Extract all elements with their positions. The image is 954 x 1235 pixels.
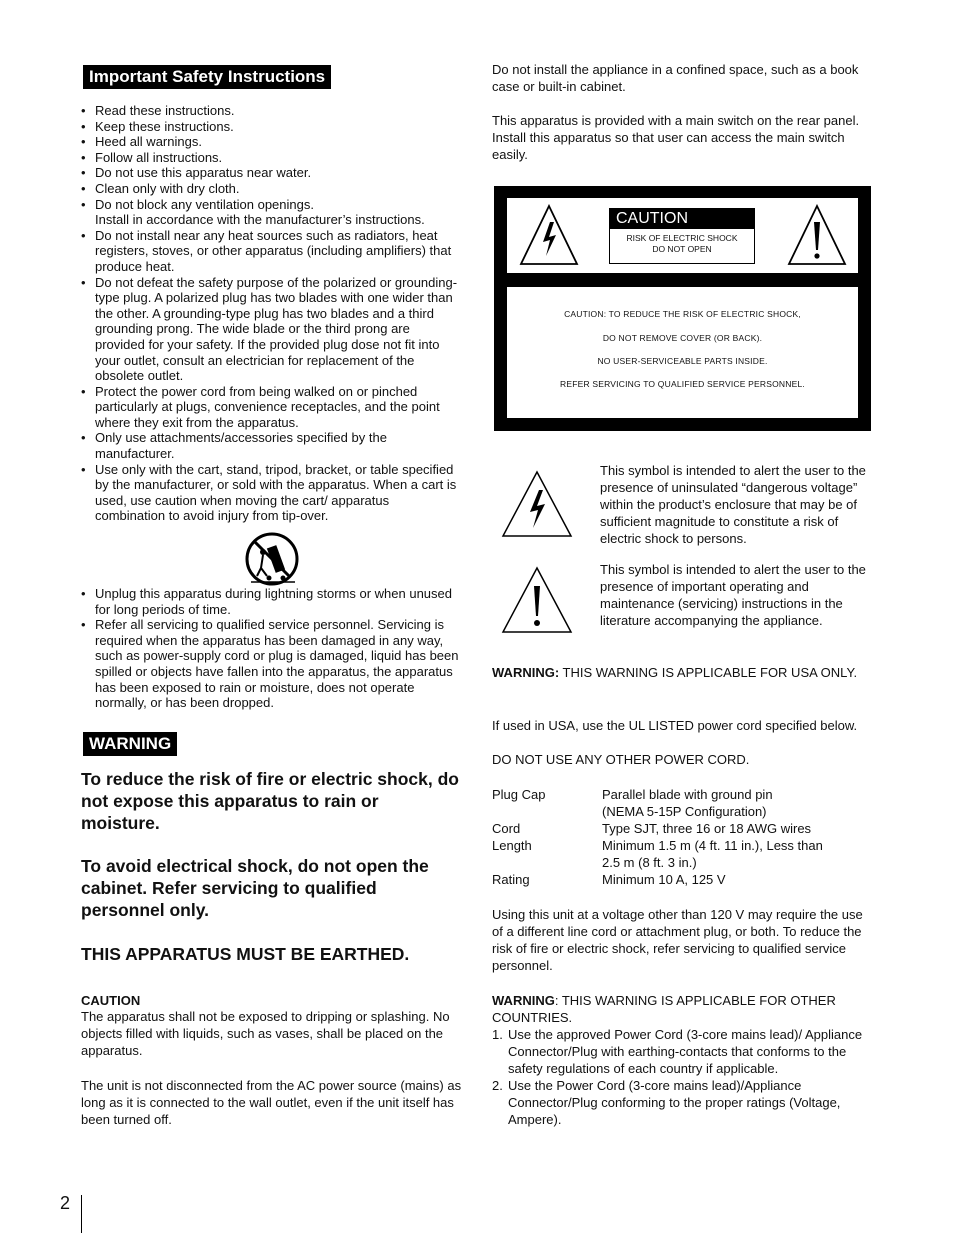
voltage-paragraph: Using this unit at a voltage other than 120 V may require the use of a different line cord or attachment plug, or both. To reduce the risk of fire or electric shock, refer servicing to qualified service personnel.: [492, 907, 863, 973]
list-item: • Do not defeat the safety purpose of the polarized or grounding-type plug. A polarized plug has two blades with one wider than the other. A grounding-type plug has two blades and a third grounding prong. The wide blade or the third prong are provided for your safety. If the provided plug dose not fit into your outlet, consult an electrician for replacement of the obsolete outlet.: [81, 275, 461, 384]
caution-label-bottom: CAUTION: TO REDUCE THE RISK OF ELECTRIC SHOCK, DO NOT REMOVE COVER (OR BACK). NO USER-SERVICEABLE PARTS INSIDE. REFER SERVICING TO QUALIFIED SERVICE PERSONNEL.: [507, 287, 858, 418]
usa-paragraph-2: DO NOT USE ANY OTHER POWER CORD.: [492, 752, 750, 767]
list-item: • Keep these instructions.: [81, 119, 461, 135]
table-row: (NEMA 5-15P Configuration): [602, 804, 767, 819]
list-item: • Refer all servicing to qualified service personnel. Servicing is required when the apparatus has been damaged in any way, such as power-supply cord or plug is damaged, liquid has been spilled or objects have fallen into the apparatus, the apparatus has been exposed to rain or moisture, does not operate normally, or has been dropped.: [81, 617, 461, 711]
table-row: Plug Cap Parallel blade with ground pin: [492, 787, 773, 802]
list-item: • Only use attachments/accessories specified by the manufacturer.: [81, 430, 461, 461]
other-list: [492, 1026, 877, 1128]
page-divider: [81, 1195, 82, 1233]
usa-warning: WARNING: THIS WARNING IS APPLICABLE FOR USA ONLY.: [492, 665, 858, 680]
caution-label: [494, 186, 871, 431]
list-item: • Clean only with dry cloth.: [81, 181, 461, 197]
safety-list: [81, 103, 461, 524]
list-item: 1. Use the approved Power Cord (3-core mains lead)/ Appliance Connector/Plug with earthing-contacts that conforms to the safety regulations of each country if applicable.: [492, 1027, 863, 1076]
table-row: Length Minimum 1.5 m (4 ft. 11 in.), Less than: [492, 838, 823, 853]
safety-list-2: [81, 586, 461, 711]
exclamation-triangle-icon: [787, 204, 847, 266]
exclamation-triangle-icon: [501, 566, 573, 634]
caution-paragraph-1: The apparatus shall not be exposed to dripping or splashing. No objects filled with liquids, such as vases, shall be placed on the apparatus.: [81, 1009, 450, 1058]
warning-line-1: To reduce the risk of fire or electric shock, do not expose this apparatus to rain or moisture.: [81, 769, 459, 833]
other-warning: WARNING: THIS WARNING IS APPLICABLE FOR OTHER COUNTRIES.: [492, 993, 836, 1025]
list-item: • Use only with the cart, stand, tripod, bracket, or table specified by the manufacturer, or sold with the apparatus. When a cart is used, use caution when moving the cart/ apparatus combination to avoid injury from tip-over.: [81, 462, 461, 524]
list-item: • Protect the power cord from being walked on or pinched particularly at plugs, convenience receptacles, and the point where they exit from the apparatus.: [81, 384, 461, 431]
table-row: Cord Type SJT, three 16 or 18 AWG wires: [492, 821, 812, 836]
warning-line-3: THIS APPARATUS MUST BE EARTHED.: [81, 944, 410, 964]
page-number: 2: [60, 1193, 71, 1213]
main-switch-paragraph: This apparatus is provided with a main switch on the rear panel. Install this apparatus so that user can access the main switch easily.: [492, 113, 860, 162]
caution-paragraph-2: The unit is not disconnected from the AC power source (mains) as long as it is connected to the wall outlet, even if the unit itself has been turned off.: [81, 1078, 462, 1127]
install-paragraph: Do not install the appliance in a confined space, such as a book case or built-in cabinet.: [492, 62, 859, 94]
list-item: • Do not install near any heat sources such as radiators, heat registers, stoves, or other apparatus (including amplifiers) that produce heat.: [81, 228, 461, 275]
caution-title: CAUTION: [81, 993, 141, 1008]
caution-label-box: CAUTION RISK OF ELECTRIC SHOCK DO NOT OPEN: [609, 208, 755, 264]
list-item: 2. Use the Power Cord (3-core mains lead)/Appliance Connector/Plug conforming to the proper ratings (Voltage, Ampere).: [492, 1078, 841, 1127]
lightning-triangle-icon: [519, 204, 579, 266]
list-item: • Read these instructions.: [81, 103, 461, 119]
safety-heading: Important Safety Instructions: [83, 65, 331, 89]
warning-heading: WARNING: [83, 732, 177, 756]
table-row: Rating Minimum 10 A, 125 V: [492, 872, 726, 887]
warning-line-2: To avoid electrical shock, do not open the cabinet. Refer servicing to qualified personnel only.: [81, 856, 429, 920]
shock-symbol-text: This symbol is intended to alert the user to the presence of uninsulated “dangerous voltage” within the product’s enclosure that may be of sufficient magnitude to constitute a risk of electric shock to persons.: [600, 463, 866, 546]
list-item: • Unplug this apparatus during lightning storms or when unused for long periods of time.: [81, 586, 461, 617]
lightning-triangle-icon: [501, 470, 573, 538]
table-row: 2.5 m (8 ft. 3 in.): [602, 855, 697, 870]
spec-table: [492, 786, 877, 888]
caution-label-top: [507, 198, 858, 273]
list-item: • Do not use this apparatus near water.: [81, 165, 461, 181]
cart-tipover-icon: [245, 532, 301, 588]
usa-paragraph-1: If used in USA, use the UL LISTED power cord specified below.: [492, 718, 858, 733]
exclamation-symbol-text: This symbol is intended to alert the user to the presence of important operating and maintenance (servicing) instructions in the literature accompanying the appliance.: [600, 562, 866, 628]
list-item: • Heed all warnings.: [81, 134, 461, 150]
list-item: • Follow all instructions.: [81, 150, 461, 166]
list-item: • Do not block any ventilation openings. Install in accordance with the manufacturer’s instructions.: [81, 197, 461, 228]
